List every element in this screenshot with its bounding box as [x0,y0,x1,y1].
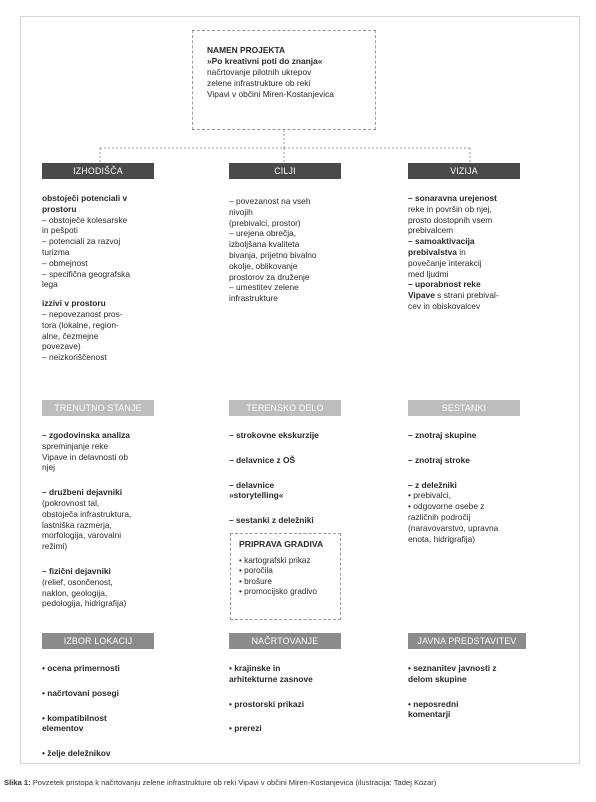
izhodisca-line: – nepovezanost pros- [42,308,123,319]
sestanki-line: – z deležniki [408,479,457,490]
sestanki-line: – znotraj stroke [408,454,470,465]
caption-text: Povzetek pristopa k načrtovanju zelene infrastrukture ob reki Vipavi v občini Miren-Kostanjevica (ilustracija: Tadej Kozar) [32,778,437,787]
cilji-line: prostorov za druženje [229,271,310,282]
stanje-line: lastniška razmerja, [42,519,112,530]
javna-predstavitev-column [408,663,548,720]
priprava-gradiva-title: PRIPRAVA GRADIVA [239,539,324,549]
vizija-line: – samoaktivacija [408,236,475,247]
cilji-line: – povezanost na vseh [229,196,311,206]
sestanki-column [408,430,548,544]
header-javna-predstavitev: JAVNA PREDSTAVITEV [408,633,526,649]
izhodisca-line: obstoječi potenciali v [42,193,128,203]
priprava-item: • promocijsko gradivo [239,587,317,596]
izhodisca-line: izzivi v prostoru [42,298,106,309]
vizija-line: cev in obiskovalcev [408,300,481,311]
terensko-line: – strokovne ekskurzije [229,430,319,440]
terensko-delo-column [229,430,359,526]
izhodisca-line: prostoru [42,203,77,214]
nacrtovanje-line: arhitekturne zasnove [229,673,313,684]
stanje-line: – družbeni dejavniki [42,487,123,498]
izhodisca-line: tora (lokalne, region- [42,319,119,330]
vizija-line: povečanje interakcij [408,257,482,268]
cilji-line: nivojih [229,206,253,217]
title-line-2: »Po kreativni poti do znanja« [207,56,323,66]
vizija-tail: in [456,246,466,257]
lokacije-line: • želje deležnikov [42,748,111,759]
vizija-line: prebivalcem [408,225,454,236]
stanje-line: (relief, osončenost, [42,576,113,587]
nacrtovanje-line: • krajinske in [229,663,281,673]
izhodisca-line: turizma [42,246,70,257]
vizija-bold: prebivalstva [408,246,457,257]
header-izbor-lokacij: IZBOR LOKACIJ [42,633,154,649]
predstavitev-line: komentarji [408,709,451,720]
cilji-line: bivanja, prijetno bivalno [229,249,317,260]
trenutno-stanje-column [42,430,182,609]
izhodisca-line: – neizkoriščenost [42,352,107,363]
lokacije-line: • načrtovani posegi [42,687,119,698]
izhodisca-line: alne, čezmejne [42,330,99,341]
sestanki-line: (naravovarstvo, upravna [408,522,499,533]
priprava-item: • brošure [239,576,272,586]
lokacije-line: • kompatibilnost [42,712,107,723]
vizija-bold: Vipave [408,290,435,301]
stanje-line: – fizični dejavniki [42,565,111,576]
figure-caption [0,778,596,787]
stanje-line: režimi) [42,541,68,552]
cilji-line: izboljšana kvaliteta [229,239,300,250]
priprava-item: • kartografski prikaz [239,555,311,565]
cilji-line: – urejena obrečja, [229,228,297,239]
nacrtovanje-line: • prostorski prikazi [229,698,305,709]
terensko-line: – sestanki z deležniki [229,515,314,526]
nacrtovanje-column [229,663,359,734]
vizija-line: – sonaravna urejenost [408,193,497,203]
predstavitev-line: • seznanitev javnosti z [408,663,497,673]
stanje-line: pedologija, hidrigrafija) [42,598,127,609]
vizija-tail: s strani prebival- [434,290,499,301]
stanje-line: Vipave in delavnosti ob [42,451,128,462]
priprava-gradiva-box [230,533,341,620]
izbor-lokacij-column [42,663,182,759]
stanje-line: (pokrovnost tal, [42,497,100,508]
stanje-line: naklon, geologija, [42,587,108,598]
header-izhodisca: IZHODIŠČA [42,163,154,179]
stanje-line: – zgodovinska analiza [42,430,130,440]
title-line-3: načrtovanje pilotnih ukrepov [207,67,312,77]
izhodisca-line: in pešpoti [42,225,78,236]
stanje-line: spreminjanje reke [42,440,109,451]
vizija-line: reke in površin ob njej, [408,203,492,214]
lokacije-line: elementov [42,723,84,734]
header-trenutno-stanje: TRENUTNO STANJE [42,400,154,416]
vizija-line: med ljudmi [408,268,449,279]
sestanki-line: – znotraj skupine [408,430,477,440]
izhodisca-line: povezave) [42,341,81,352]
izhodisca-line: – obmejnost [42,257,88,268]
title-line-5: Vipavi v občini Miren-Kostanjevica [207,89,334,99]
sestanki-line: • odgovorne osebe z [408,501,485,512]
vizija-line: – uporabnost reke [408,279,481,290]
header-nacrtovanje: NAČRTOVANJE [229,633,341,649]
vizija-line [408,247,548,258]
sestanki-line: različnih področij [408,511,471,522]
izhodisca-line: – specifična geografska [42,268,130,279]
header-vizija: VIZIJA [408,163,520,179]
header-cilji: CILJI [229,163,341,179]
title-line-4: zelene infrastrukture ob reki [207,78,311,88]
terensko-line: – delavnice z OŠ [229,454,296,465]
stanje-line: obstoječa infrastruktura, [42,508,132,519]
cilji-column [229,196,359,304]
title-line-1: NAMEN PROJEKTA [207,45,286,55]
stanje-line: morfologija, varovalni [42,530,122,541]
predstavitev-line: • neposredni [408,698,459,709]
cilji-line: (prebivalci, prostor) [229,217,301,228]
priprava-item: • poročila [239,566,273,575]
terensko-line: »storytelling« [229,490,284,501]
izhodisca-line: – potenciali za razvoj [42,236,121,247]
caption-label: Slika 1: [4,778,31,787]
cilji-line: infrastrukture [229,293,278,304]
izhodisca-line: – obstoječe kolesarske [42,214,128,225]
stanje-line: njej [42,462,56,473]
sestanki-line: enota, hidrigrafija) [408,533,476,544]
izhodisca-column [42,193,182,363]
sestanki-line: • prebivalci, [408,490,451,501]
terensko-line: – delavnice [229,479,275,490]
lokacije-line: • ocena primernosti [42,663,120,673]
vizija-line [408,290,548,301]
izhodisca-line: lega [42,279,58,290]
project-title-box [192,30,376,130]
header-sestanki: SESTANKI [408,400,520,416]
header-terensko-delo: TERENSKO DELO [229,400,341,416]
cilji-line: – umestitev zelene [229,282,299,293]
cilji-line: okolje, oblikovanje [229,260,298,271]
vizija-line: prosto dostopnih vsem [408,214,493,225]
nacrtovanje-line: • prerezi [229,723,262,734]
predstavitev-line: delom skupine [408,673,467,684]
vizija-column [408,193,548,312]
